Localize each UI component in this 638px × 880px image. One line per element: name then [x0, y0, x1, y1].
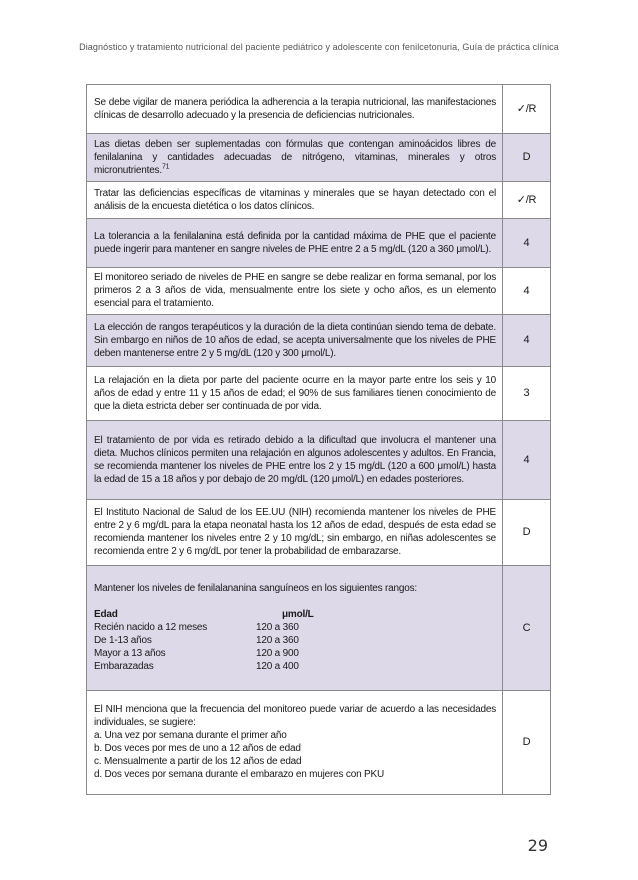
table-row [87, 182, 551, 219]
evidence-grade: ✓/R [503, 85, 551, 134]
recommendation-text: La tolerancia a la fenilalanina está definida por la cantidad máxima de PHE que el paciente puede ingerir para mantener en sangre niveles de PHE entre 2 a 5 mg/dL (120 a 360 μmol/L). [87, 219, 503, 268]
recommendation-text [87, 566, 503, 691]
evidence-grade: D [503, 134, 551, 182]
age-range-table [94, 608, 496, 673]
table-row [87, 85, 551, 134]
age-cell: Embarazadas [94, 661, 154, 672]
value-cell: 120 a 360 [256, 635, 299, 646]
evidence-grade: D [503, 500, 551, 566]
running-header: Diagnóstico y tratamiento nutricional del paciente pediátrico y adolescente con fenilcetonuria, Guía de práctica clínica [79, 42, 559, 52]
recommendation-text: Tratar las deficiencias específicas de vitaminas y minerales que se hayan detectado con el análisis de la encuesta dietética o los datos clínicos. [87, 182, 503, 219]
reference-superscript: 71 [161, 163, 170, 171]
recommendation-text: Las dietas deben ser suplementadas con fórmulas que contengan aminoácidos libres de fenilalanina y cantidades adecuadas de nitrógeno, vitaminas, minerales y otros micronutrientes.$^{71}$ [87, 134, 503, 182]
recommendation-text: El tratamiento de por vida es retirado debido a la dificultad que involucra el mantener una dieta. Muchos clínicos permiten una relajación en algunos adolescentes y adultos. En Francia, se recomienda mantener los niveles de PHE entre los 2 y 15 mg/dL (120 a 600 μmol/L) hasta la edad de 15 a 18 años y por debajo de 20 mg/dL (120 μmol/L) en edades posteriores. [87, 421, 503, 500]
evidence-grade: 4 [503, 315, 551, 367]
table-row [87, 219, 551, 268]
evidence-grade: 4 [503, 219, 551, 268]
age-cell: De 1-13 años [94, 635, 152, 646]
ranges-intro: Mantener los niveles de fenilalananina sanguíneos en los siguientes rangos: [94, 583, 418, 594]
table-row [87, 500, 551, 566]
evidence-grade: 4 [503, 421, 551, 500]
evidence-grade: C [503, 566, 551, 691]
age-cell: Recién nacido a 12 meses [94, 622, 208, 633]
age-column-header: Edad [94, 609, 118, 620]
table-row [87, 268, 551, 315]
recommendation-text: El NIH menciona que la frecuencia del monitoreo puede variar de acuerdo a las necesidades individuales, se sugiere: a. Una vez por semana durante el primer año b. Dos veces por mes de uno a 12 años de edad c. Mensualmente a partir de los 12 años de edad d. Dos veces por semana durante el embarazo en mujeres con PKU [87, 691, 503, 795]
value-cell: 120 a 900 [256, 648, 299, 659]
value-column-header: μmol/L [282, 609, 314, 620]
value-cell: 120 a 360 [256, 622, 299, 633]
age-cell: Mayor a 13 años [94, 648, 166, 659]
page-number: 29 [527, 836, 548, 855]
table-row [87, 134, 551, 182]
evidence-grade: ✓/R [503, 182, 551, 219]
recommendation-text: La relajación en la dieta por parte del paciente ocurre en la mayor parte entre los seis y 10 años de edad y entre 11 y 15 años de edad; el 90% de sus familiares tienen conocimiento de que la dieta estricta deber ser continuada de por vida. [87, 367, 503, 421]
table-row [87, 367, 551, 421]
recommendations-table [86, 84, 551, 795]
table-row [87, 421, 551, 500]
table-row [87, 315, 551, 367]
recommendation-text: Se debe vigilar de manera periódica la adherencia a la terapia nutricional, las manifestaciones clínicas de desarrollo adecuado y la presencia de deficiencias nutricionales. [87, 85, 503, 134]
recommendation-text: El Instituto Nacional de Salud de los EE.UU (NIH) recomienda mantener los niveles de PHE entre 2 y 6 mg/dL para la etapa neonatal hasta los 12 años de edad, después de esta edad se recomienda mantener los niveles entre 2 y 10 mg/dL; sin embargo, en niñas adolescentes se recomienda entre 2 y 6 mg/dL por tener la probabilidad de embarazarse. [87, 500, 503, 566]
evidence-grade: 4 [503, 268, 551, 315]
recommendation-text: La elección de rangos terapéuticos y la duración de la dieta continúan siendo tema de debate. Sin embargo en niños de 10 años de edad, se acepta universalmente que los niveles de PHE deben mantenerse entre 2 y 5 mg/dL (120 y 300 μmol/L). [87, 315, 503, 367]
evidence-grade: D [503, 691, 551, 795]
value-cell: 120 a 400 [256, 661, 299, 672]
evidence-grade: 3 [503, 367, 551, 421]
table-row [87, 566, 551, 691]
table-row [87, 691, 551, 795]
recommendation-text: El monitoreo seriado de niveles de PHE en sangre se debe realizar en forma semanal, por los primeros 2 a 3 años de vida, mensualmente entre los siete y ocho años, es un elemento esencial para el tratamiento. [87, 268, 503, 315]
